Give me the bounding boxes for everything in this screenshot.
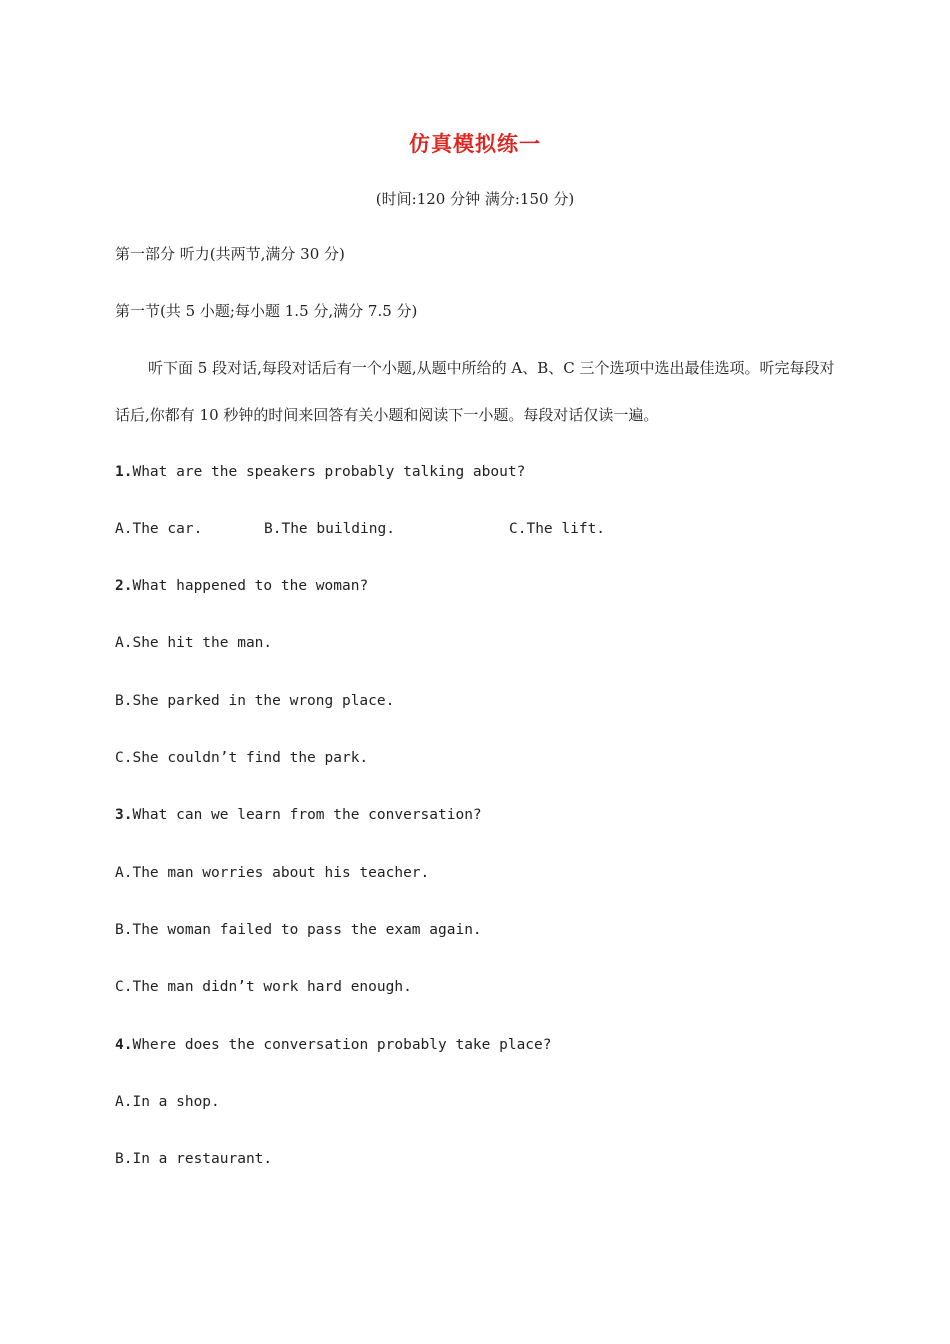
option-c: C.She couldn’t find the park.: [115, 750, 369, 766]
question-3: [115, 807, 482, 823]
question-text: What are the speakers probably talking about?: [132, 464, 526, 480]
option-b: B.The woman failed to pass the exam again.: [115, 922, 482, 938]
part-heading: 第一部分 听力(共两节,满分 30 分): [115, 245, 345, 263]
option-a: A.In a shop.: [115, 1094, 220, 1110]
option-a: A.The man worries about his teacher.: [115, 865, 430, 881]
question-number: 4.: [115, 1037, 133, 1053]
question-number: 2.: [115, 578, 133, 594]
options-row-1: [115, 521, 835, 541]
option-b: B.The building.: [264, 521, 395, 537]
question-text: What happened to the woman?: [132, 578, 369, 594]
instructions-paragraph: 听下面 5 段对话,每段对话后有一个小题,从题中所给的 A、B、C 三个选项中选出最佳选项。听完每段对话后,你都有 10 秒钟的时间来回答有关小题和阅读下一小题。每段对话仅读一遍。: [115, 359, 835, 424]
question-number: 1.: [115, 464, 133, 480]
option-b: B.She parked in the wrong place.: [115, 693, 395, 709]
exam-time-score: (时间:120 分钟 满分:150 分): [375, 190, 575, 208]
section-heading: 第一节(共 5 小题;每小题 1.5 分,满分 7.5 分): [115, 302, 418, 320]
option-c: C.The man didn’t work hard enough.: [115, 979, 412, 995]
page-title: 仿真模拟练一: [409, 131, 541, 156]
question-text: What can we learn from the conversation?: [132, 807, 482, 823]
question-2: [115, 578, 368, 594]
question-text: Where does the conversation probably take place?: [132, 1037, 552, 1053]
option-b: B.In a restaurant.: [115, 1151, 273, 1167]
option-c: C.The lift.: [509, 521, 606, 537]
option-a: A.The car.: [115, 521, 203, 537]
question-1: [115, 464, 525, 480]
question-4: [115, 1037, 552, 1053]
option-a: A.She hit the man.: [115, 635, 273, 651]
question-number: 3.: [115, 807, 133, 823]
